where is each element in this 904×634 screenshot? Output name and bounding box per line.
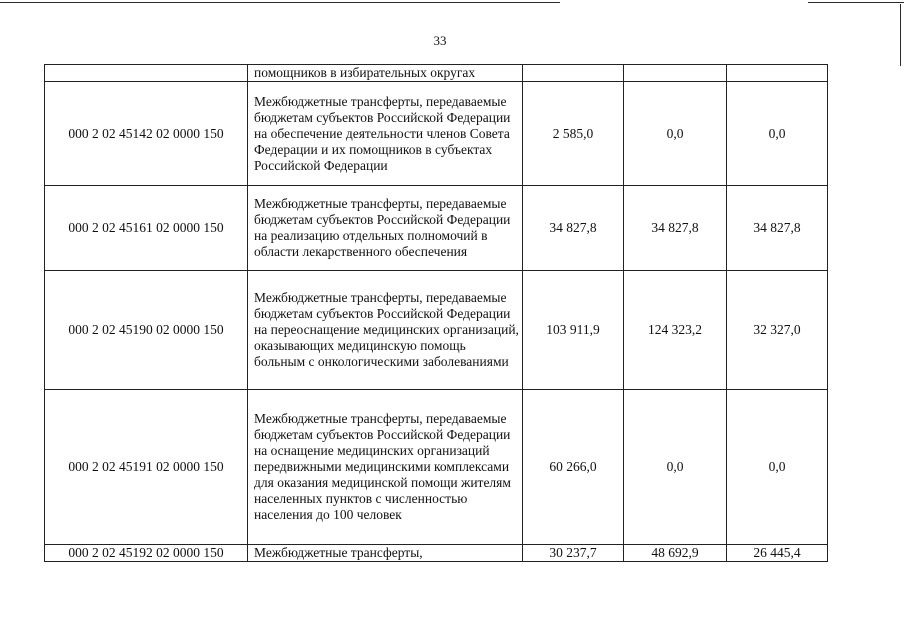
row-value-1 [523, 65, 624, 82]
row-description: Межбюджетные трансферты, передаваемые бюджетам субъектов Российской Федерации на переоснащение медицинских организаций, оказывающих медицинскую помощь больным с онкологическими заболеваниями [248, 271, 523, 390]
row-description: Межбюджетные трансферты, [248, 545, 523, 562]
row-value-3: 34 827,8 [727, 186, 828, 271]
table-row [45, 82, 828, 186]
page-number: 33 [433, 33, 447, 48]
row-code: 000 2 02 45190 02 0000 150 [45, 271, 248, 390]
row-code: 000 2 02 45142 02 0000 150 [45, 82, 248, 186]
row-code: 000 2 02 45191 02 0000 150 [45, 390, 248, 545]
row-value-2: 124 323,2 [624, 271, 727, 390]
row-value-3: 26 445,4 [727, 545, 828, 562]
table-row [45, 186, 828, 271]
row-value-1: 103 911,9 [523, 271, 624, 390]
budget-table [44, 64, 828, 562]
row-description: помощников в избирательных округах [248, 65, 523, 82]
row-code [45, 65, 248, 82]
row-value-3: 32 327,0 [727, 271, 828, 390]
row-value-1: 60 266,0 [523, 390, 624, 545]
table-row [45, 545, 828, 562]
row-code: 000 2 02 45161 02 0000 150 [45, 186, 248, 271]
scan-edge-right [900, 4, 901, 66]
row-value-2: 0,0 [624, 390, 727, 545]
row-value-2: 48 692,9 [624, 545, 727, 562]
scan-edge-top-left [0, 2, 560, 3]
row-value-3: 0,0 [727, 82, 828, 186]
row-value-2 [624, 65, 727, 82]
row-description: Межбюджетные трансферты, передаваемые бюджетам субъектов Российской Федерации на обеспечение деятельности членов Совета Федерации и их помощников в субъектах Российской Федерации [248, 82, 523, 186]
row-description: Межбюджетные трансферты, передаваемые бюджетам субъектов Российской Федерации на оснащение медицинских организаций передвижными медицинскими комплексами для оказания медицинской помощи жителям населенных пунктов с численностью населения до 100 человек [248, 390, 523, 545]
table-row [45, 390, 828, 545]
table-row [45, 65, 828, 82]
row-value-1: 2 585,0 [523, 82, 624, 186]
row-value-2: 34 827,8 [624, 186, 727, 271]
scan-edge-top-right [808, 2, 904, 3]
row-value-1: 30 237,7 [523, 545, 624, 562]
row-value-3: 0,0 [727, 390, 828, 545]
row-value-1: 34 827,8 [523, 186, 624, 271]
row-description: Межбюджетные трансферты, передаваемые бюджетам субъектов Российской Федерации на реализацию отдельных полномочий в области лекарственного обеспечения [248, 186, 523, 271]
row-code: 000 2 02 45192 02 0000 150 [45, 545, 248, 562]
row-value-3 [727, 65, 828, 82]
row-value-2: 0,0 [624, 82, 727, 186]
table-row [45, 271, 828, 390]
